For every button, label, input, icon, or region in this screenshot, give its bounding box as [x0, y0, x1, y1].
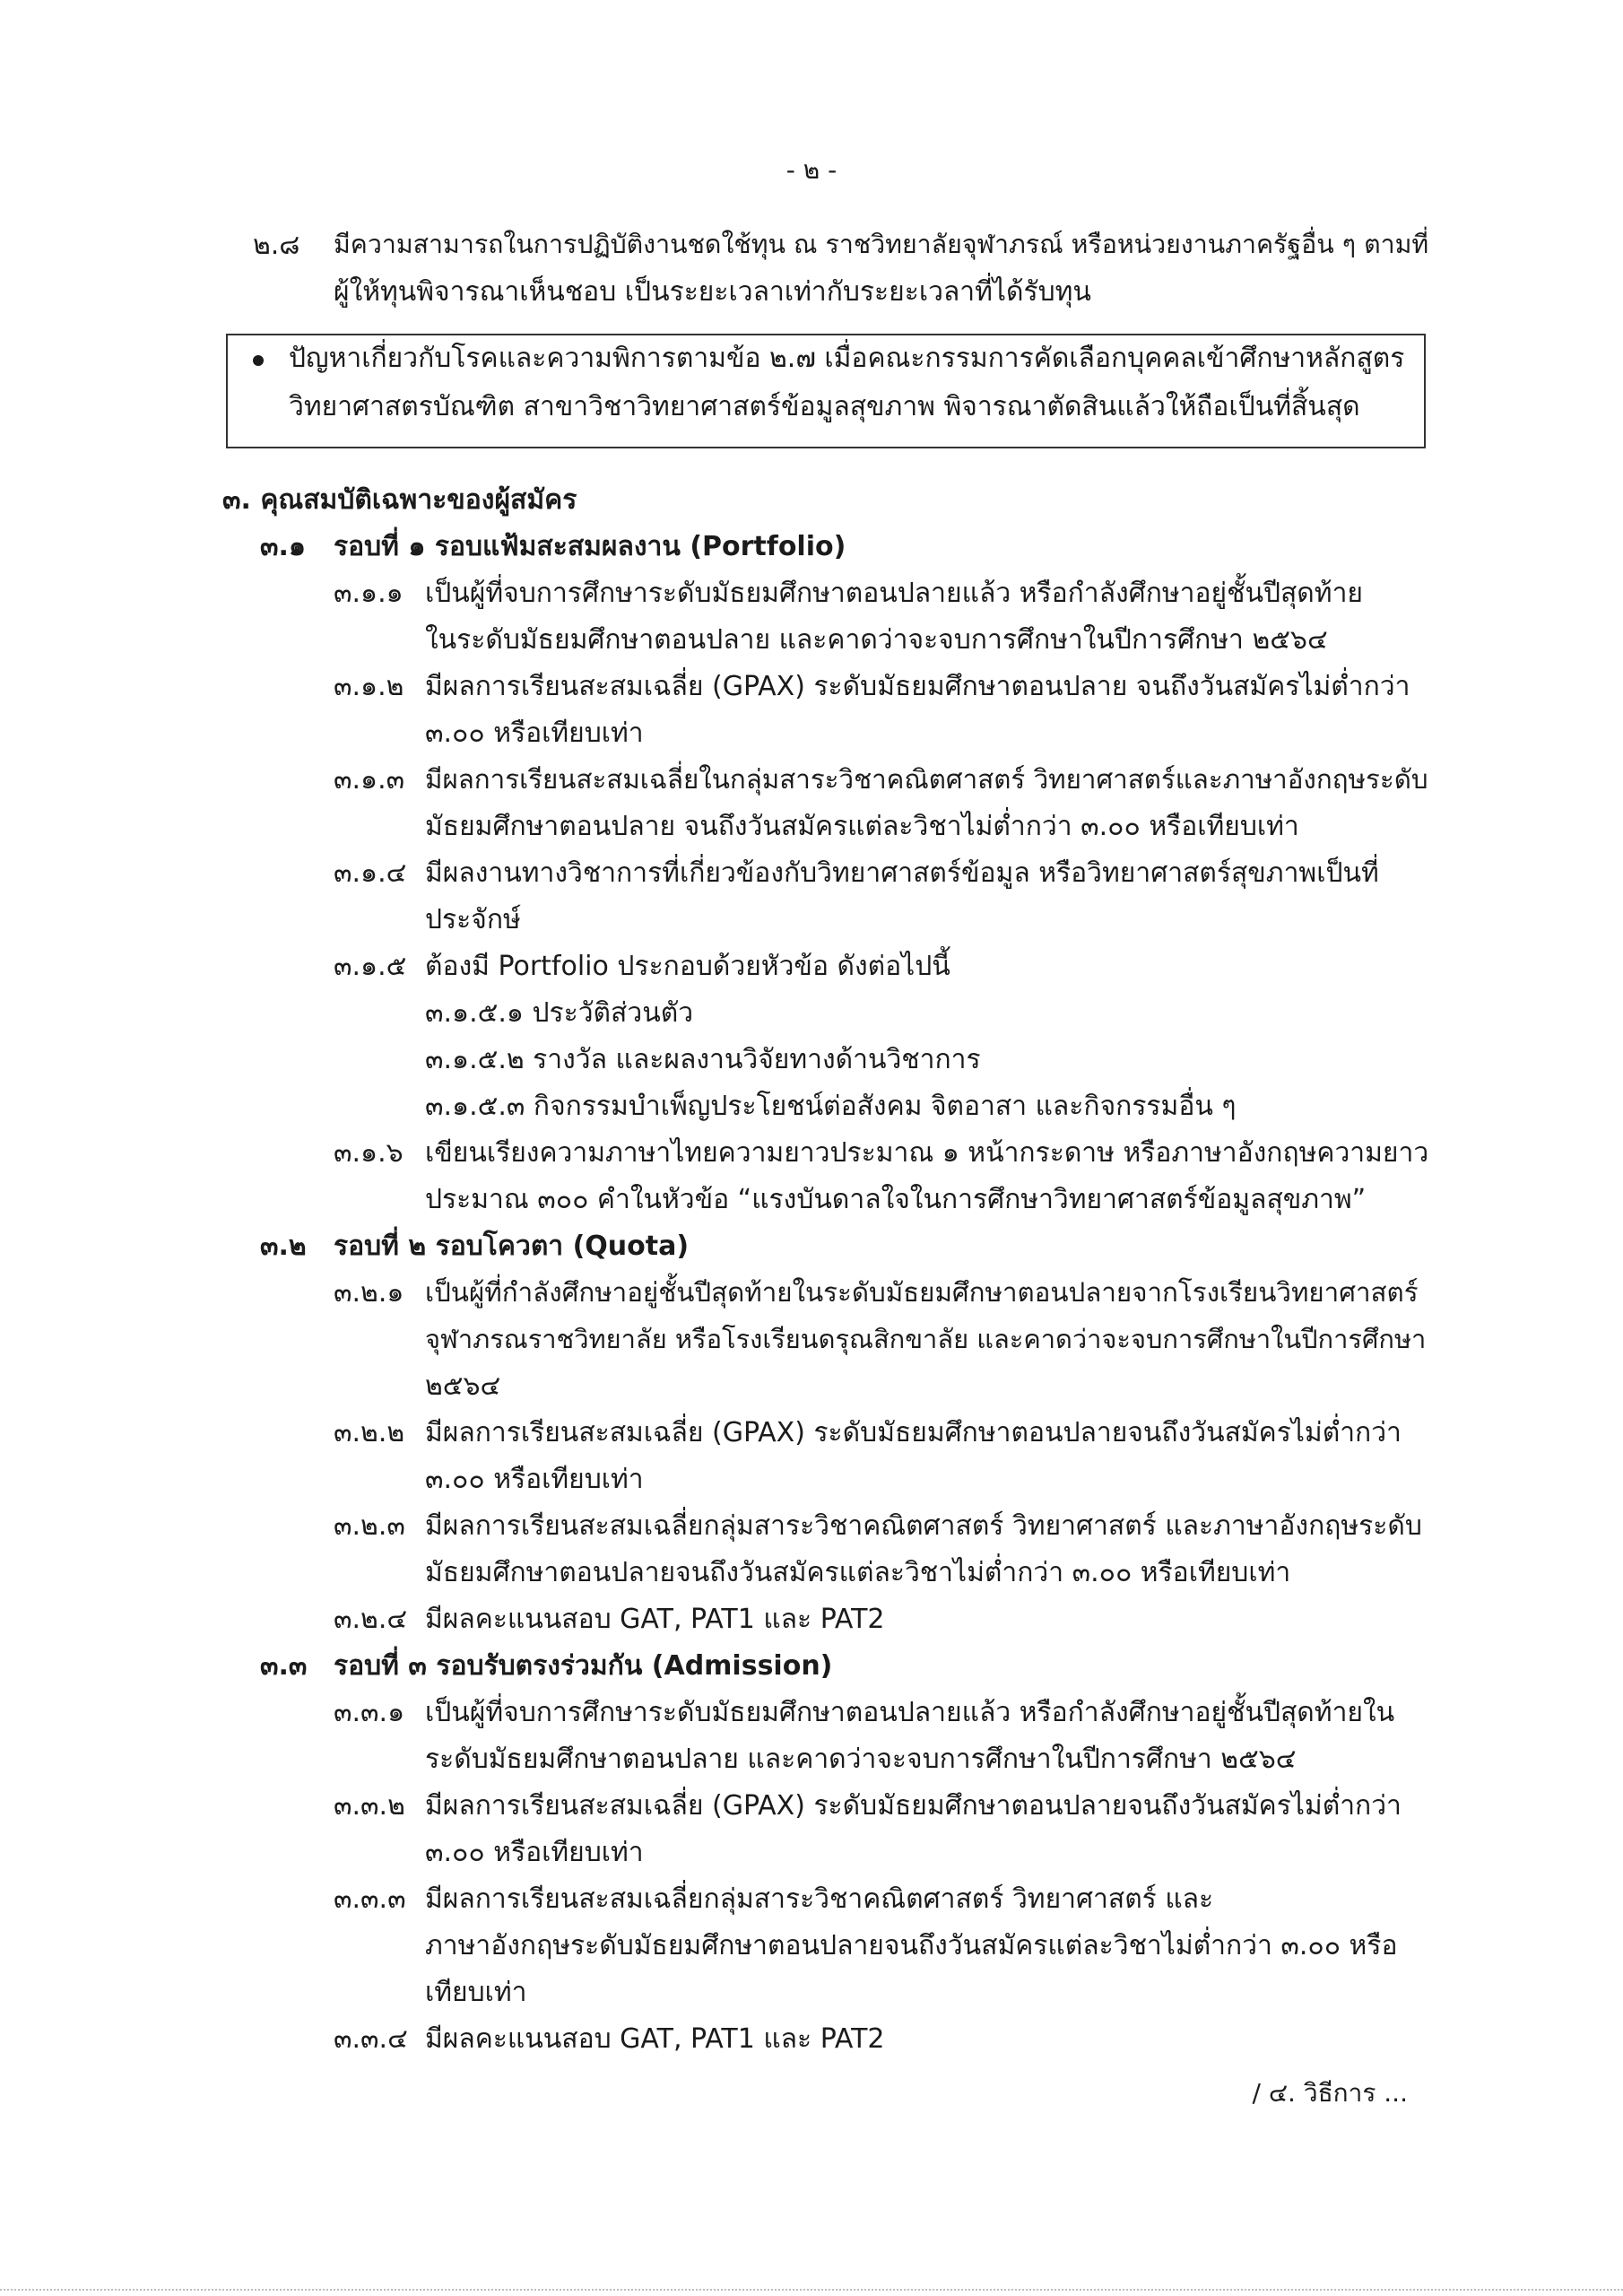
item-text: เป็นผู้ที่กำลังศึกษาอยู่ชั้นปีสุดท้ายในระดับมัธยมศึกษาตอนปลายจากโรงเรียนวิทยาศาสตร์	[425, 1277, 1419, 1308]
continuation-note: / ๔. วิธีการ ...	[1252, 2078, 1408, 2108]
item-number: ๓.๓.๒	[334, 1790, 405, 1822]
round-title: รอบที่ ๒ รอบโควตา (Quota)	[334, 1231, 690, 1262]
item-number: ๓.๑.๒	[334, 671, 404, 702]
section-heading: ๓. คุณสมบัติเฉพาะของผู้สมัคร	[222, 484, 577, 516]
item-text: ประจักษ์	[425, 904, 521, 935]
round-number: ๓.๒	[260, 1231, 307, 1262]
item-text: ระดับมัธยมศึกษาตอนปลาย และคาดว่าจะจบการศึกษาในปีการศึกษา ๒๕๖๔	[425, 1744, 1297, 1775]
sub-item-text: ๓.๑.๕.๑ ประวัติส่วนตัว	[425, 997, 694, 1029]
item-text: เป็นผู้ที่จบการศึกษาระดับมัธยมศึกษาตอนปลายแล้ว หรือกำลังศึกษาอยู่ชั้นปีสุดท้าย	[425, 578, 1363, 609]
item-text: ผู้ให้ทุนพิจารณาเห็นชอบ เป็นระยะเวลาเท่ากับระยะเวลาที่ได้รับทุน	[334, 276, 1091, 308]
item-text: ภาษาอังกฤษระดับมัธยมศึกษาตอนปลายจนถึงวันสมัครแต่ละวิชาไม่ต่ำกว่า ๓.๐๐ หรือ	[425, 1930, 1398, 1961]
item-number: ๓.๒.๔	[334, 1604, 408, 1635]
round-title: รอบที่ ๓ รอบรับตรงร่วมกัน (Admission)	[334, 1650, 833, 1682]
item-text: มีผลการเรียนสะสมเฉลี่ยกลุ่มสาระวิชาคณิตศาสตร์ วิทยาศาสตร์ และ	[425, 1883, 1214, 1915]
item-text: มีผลการเรียนสะสมเฉลี่ยกลุ่มสาระวิชาคณิตศาสตร์ วิทยาศาสตร์ และภาษาอังกฤษระดับ	[425, 1510, 1422, 1542]
item-number: ๓.๒.๑	[334, 1277, 404, 1309]
item-text: ๓.๐๐ หรือเทียบเท่า	[425, 718, 644, 749]
item-text: มีผลคะแนนสอบ GAT, PAT1 และ PAT2	[425, 1604, 885, 1635]
item-text: มัธยมศึกษาตอนปลาย จนถึงวันสมัครแต่ละวิชาไม่ต่ำกว่า ๓.๐๐ หรือเทียบเท่า	[425, 811, 1299, 842]
item-text: ต้องมี Portfolio ประกอบด้วยหัวข้อ ดังต่อไปนี้	[425, 951, 950, 982]
item-number: ๓.๑.๓	[334, 764, 405, 796]
item-number: ๓.๑.๑	[334, 578, 404, 609]
item-text: ๓.๐๐ หรือเทียบเท่า	[425, 1837, 644, 1868]
bullet-icon	[253, 355, 264, 366]
round-number: ๓.๓	[260, 1650, 308, 1682]
item-text: เป็นผู้ที่จบการศึกษาระดับมัธยมศึกษาตอนปลายแล้ว หรือกำลังศึกษาอยู่ชั้นปีสุดท้ายใน	[425, 1697, 1395, 1728]
item-number: ๓.๓.๓	[334, 1883, 406, 1915]
item-text: มีความสามารถในการปฏิบัติงานชดใช้ทุน ณ ราชวิทยาลัยจุฬาภรณ์ หรือหน่วยงานภาครัฐอื่น ๆ ตามที่	[334, 230, 1429, 259]
scan-edge-line	[0, 2289, 1623, 2291]
item-number: ๓.๑.๔	[334, 857, 407, 889]
item-text: ๒๕๖๔	[425, 1370, 501, 1402]
item-text: มีผลคะแนนสอบ GAT, PAT1 และ PAT2	[425, 2023, 885, 2055]
item-text: ในระดับมัธยมศึกษาตอนปลาย และคาดว่าจะจบการศึกษาในปีการศึกษา ๒๕๖๔	[425, 624, 1328, 656]
item-text: มีผลการเรียนสะสมเฉลี่ย (GPAX) ระดับมัธยมศึกษาตอนปลายจนถึงวันสมัครไม่ต่ำกว่า	[425, 1417, 1402, 1448]
item-number: ๓.๓.๑	[334, 1697, 405, 1728]
item-text: เขียนเรียงความภาษาไทยความยาวประมาณ ๑ หน้ากระดาษ หรือภาษาอังกฤษความยาว	[425, 1137, 1429, 1169]
item-text: มีผลการเรียนสะสมเฉลี่ย (GPAX) ระดับมัธยมศึกษาตอนปลายจนถึงวันสมัครไม่ต่ำกว่า	[425, 1790, 1402, 1822]
item-number: ๓.๒.๓	[334, 1510, 405, 1542]
item-number: ๓.๓.๔	[334, 2023, 408, 2055]
item-text: จุฬาภรณราชวิทยาลัย หรือโรงเรียนดรุณสิกขาลัย และคาดว่าจะจบการศึกษาในปีการศึกษา	[425, 1324, 1427, 1354]
note-text: วิทยาศาสตรบัณฑิต สาขาวิชาวิทยาศาสตร์ข้อมูลสุขภาพ พิจารณาตัดสินแล้วให้ถือเป็นที่สิ้นสุด	[289, 391, 1360, 422]
sub-item-text: ๓.๑.๕.๓ กิจกรรมบำเพ็ญประโยชน์ต่อสังคม จิตอาสา และกิจกรรมอื่น ๆ	[425, 1091, 1237, 1122]
item-text: มีผลงานทางวิชาการที่เกี่ยวข้องกับวิทยาศาสตร์ข้อมูล หรือวิทยาศาสตร์สุขภาพเป็นที่	[425, 857, 1379, 889]
round-title: รอบที่ ๑ รอบแฟ้มสะสมผลงาน (Portfolio)	[334, 531, 846, 562]
page-number: - ๒ -	[785, 155, 838, 185]
item-number: ๒.๘	[253, 230, 300, 261]
item-text: เทียบเท่า	[425, 1977, 527, 2008]
item-number: ๓.๑.๕	[334, 951, 407, 982]
sub-item-text: ๓.๑.๕.๒ รางวัล และผลงานวิจัยทางด้านวิชาการ	[425, 1044, 981, 1075]
item-text: ๓.๐๐ หรือเทียบเท่า	[425, 1464, 644, 1495]
item-text: มัธยมศึกษาตอนปลายจนถึงวันสมัครแต่ละวิชาไม่ต่ำกว่า ๓.๐๐ หรือเทียบเท่า	[425, 1557, 1291, 1588]
item-number: ๓.๒.๒	[334, 1417, 405, 1448]
item-number: ๓.๑.๖	[334, 1137, 404, 1169]
round-number: ๓.๑	[260, 531, 306, 562]
item-text: มีผลการเรียนสะสมเฉลี่ย (GPAX) ระดับมัธยมศึกษาตอนปลาย จนถึงวันสมัครไม่ต่ำกว่า	[425, 671, 1410, 702]
item-text: มีผลการเรียนสะสมเฉลี่ยในกลุ่มสาระวิชาคณิตศาสตร์ วิทยาศาสตร์และภาษาอังกฤษระดับ	[425, 764, 1428, 795]
item-text: ประมาณ ๓๐๐ คำในหัวข้อ “แรงบันดาลใจในการศึกษาวิทยาศาสตร์ข้อมูลสุขภาพ”	[425, 1184, 1367, 1215]
note-text: ปัญหาเกี่ยวกับโรคและความพิการตามข้อ ๒.๗ เมื่อคณะกรรมการคัดเลือกบุคคลเข้าศึกษาหลักสูตร	[289, 343, 1405, 374]
